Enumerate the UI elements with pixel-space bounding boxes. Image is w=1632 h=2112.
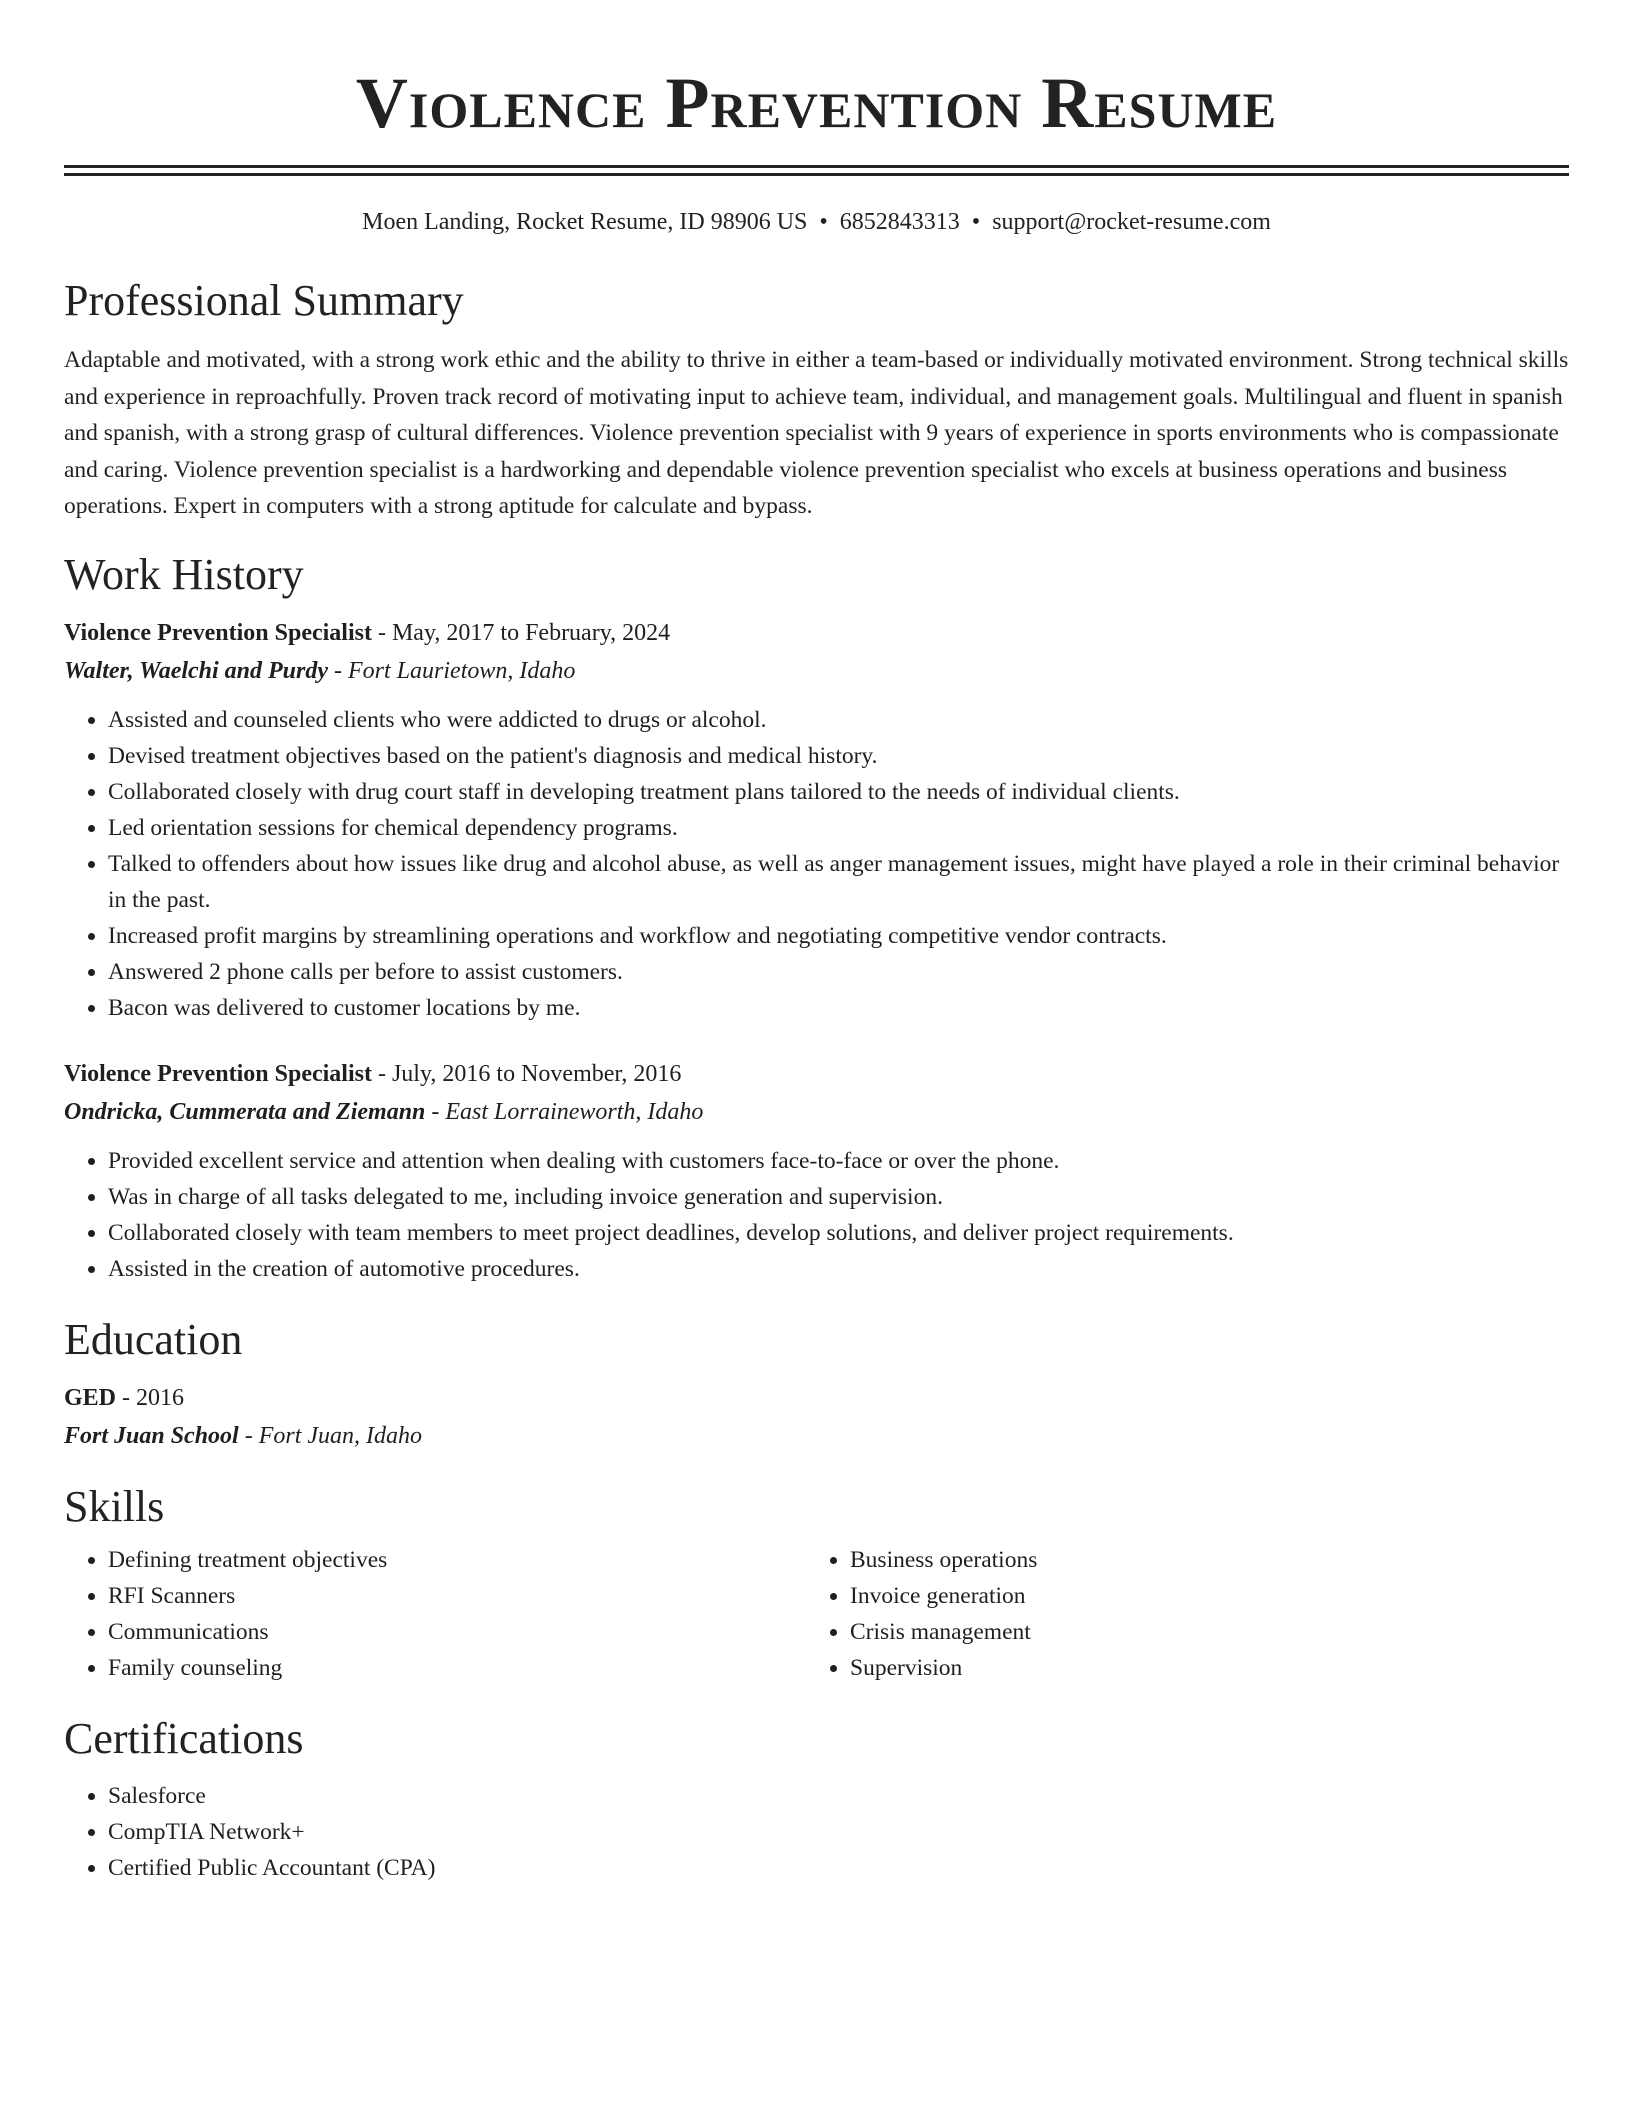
job-duties-list [64, 702, 1569, 1026]
school-name: Fort Juan School [64, 1422, 239, 1449]
degree-year: - 2016 [116, 1384, 185, 1411]
job-title-line [64, 614, 1569, 652]
list-item: • Increased profit margins by streamlining operations and workflow and negotiating competitive vendor contracts. [108, 918, 1569, 954]
list-item: • Certified Public Accountant (CPA) [108, 1850, 1569, 1886]
degree-line [64, 1379, 1569, 1417]
list-item: • Business operations [850, 1542, 1548, 1578]
list-item: • Bacon was delivered to customer locations by me. [108, 990, 1569, 1026]
job-title-line [64, 1055, 1569, 1093]
list-item: • Assisted and counseled clients who were addicted to drugs or alcohol. [108, 702, 1569, 738]
skills-column-right [806, 1542, 1548, 1686]
list-item: • Collaborated closely with drug court staff in developing treatment plans tailored to the needs of individual clients. [108, 774, 1569, 810]
title-divider-bottom [64, 173, 1569, 176]
list-item: • Provided excellent service and attention when dealing with customers face-to-face or over the phone. [108, 1143, 1569, 1179]
employer-line [64, 652, 1569, 690]
list-item: • Salesforce [108, 1778, 1569, 1814]
certifications-list [64, 1778, 1569, 1886]
employer-location: - Fort Laurietown, Idaho [328, 657, 576, 684]
list-item: • Assisted in the creation of automotive procedures. [108, 1251, 1569, 1287]
list-item: • Defining treatment objectives [108, 1542, 806, 1578]
resume-page [64, 0, 1569, 1886]
contact-line [64, 206, 1569, 238]
job-dates: - July, 2016 to November, 2016 [371, 1060, 682, 1087]
list-item: • Invoice generation [850, 1578, 1548, 1614]
list-item: • RFI Scanners [108, 1578, 806, 1614]
certifications-heading: Certifications [64, 1713, 304, 1763]
job-entry [64, 1055, 1569, 1287]
list-item: • Led orientation sessions for chemical dependency programs. [108, 810, 1569, 846]
list-item: • Family counseling [108, 1650, 806, 1686]
job-dates: - May, 2017 to February, 2024 [371, 619, 671, 646]
skills-columns [64, 1542, 1569, 1686]
job-entry [64, 614, 1569, 1026]
list-item: • Answered 2 phone calls per before to assist customers. [108, 954, 1569, 990]
job-duties-list [64, 1143, 1569, 1287]
employer-name: Ondricka, Cummerata and Ziemann [64, 1098, 426, 1125]
job-title: Violence Prevention Specialist [64, 1060, 372, 1087]
skills-list-left [64, 1542, 806, 1686]
title-divider-top [64, 165, 1569, 168]
education-entry [64, 1379, 1569, 1455]
employer-line [64, 1093, 1569, 1131]
list-item: • Was in charge of all tasks delegated to me, including invoice generation and supervision. [108, 1179, 1569, 1215]
employer-location: - East Lorraineworth, Idaho [425, 1098, 704, 1125]
list-item: • Talked to offenders about how issues like drug and alcohol abuse, as well as anger management issues, might have played a role in their criminal behavior in the past. [108, 846, 1569, 918]
summary-text: Adaptable and motivated, with a strong work ethic and the ability to thrive in either a team-based or individually motivated environment. Strong technical skills and experience in reproachfully. Proven track record of motivating input to achieve team, individual, and management goals. Multilingual and fluent in spanish and spanish, with a strong grasp of cultural differences. Violence prevention specialist with 9 years of experience in sports environments who is compassionate and caring. Violence prevention specialist is a hardworking and dependable violence prevention specialist who excels at business operations and business operations. Expert in computers with a strong aptitude for calculate and bypass. [64, 347, 1569, 519]
list-item: • Communications [108, 1614, 806, 1650]
skills-heading: Skills [64, 1481, 165, 1531]
skills-list-right [806, 1542, 1548, 1686]
list-item: • Collaborated closely with team members to meet project deadlines, develop solutions, and deliver project requirements. [108, 1215, 1569, 1251]
contact-email: support@rocket-resume.com [992, 209, 1271, 235]
degree-name: GED [64, 1384, 117, 1411]
employer-name: Walter, Waelchi and Purdy [64, 657, 329, 684]
list-item: • CompTIA Network+ [108, 1814, 1569, 1850]
job-title: Violence Prevention Specialist [64, 619, 372, 646]
summary-heading: Professional Summary [64, 276, 464, 325]
contact-separator: • [819, 209, 828, 235]
list-item: • Supervision [850, 1650, 1548, 1686]
resume-title: Violence Prevention Resume [355, 63, 1278, 143]
contact-separator: • [971, 209, 981, 235]
contact-address: Moen Landing, Rocket Resume, ID 98906 US [362, 209, 808, 235]
school-line [64, 1417, 1569, 1455]
list-item: • Devised treatment objectives based on the patient's diagnosis and medical history. [108, 738, 1569, 774]
work-history-heading: Work History [64, 549, 304, 599]
school-location: - Fort Juan, Idaho [238, 1422, 423, 1449]
education-heading: Education [64, 1314, 243, 1364]
skills-column-left [64, 1542, 806, 1686]
contact-phone: 6852843313 [839, 209, 960, 235]
list-item: • Crisis management [850, 1614, 1548, 1650]
